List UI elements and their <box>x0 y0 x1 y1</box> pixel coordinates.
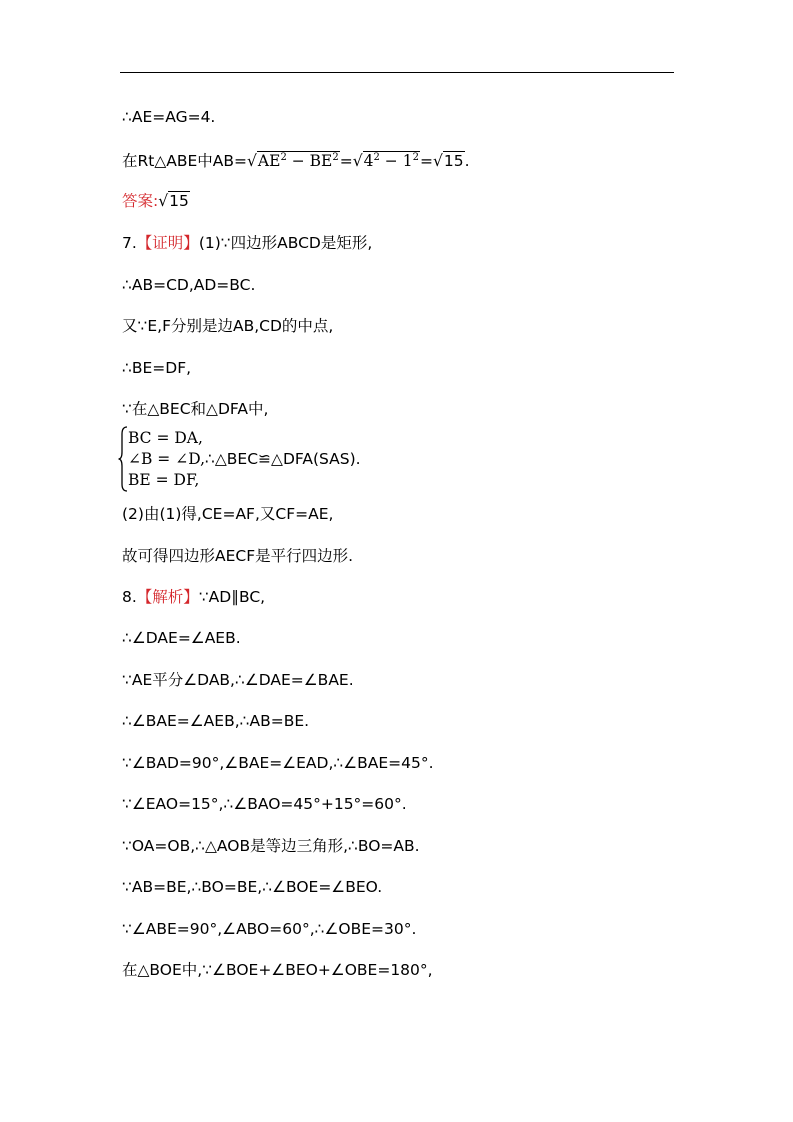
system-row-1: BC = DA, <box>128 429 203 447</box>
line-rt-abe <box>122 151 470 171</box>
exp-d: 2 <box>412 152 419 163</box>
line-ab-cd: ∴AB=CD,AD=BC. <box>122 276 256 294</box>
line-angle-sum: 在△BOE中,∵∠BOE+∠BEO+∠OBE=180°, <box>122 961 433 979</box>
q8-tag: 【解析】 <box>136 588 199 606</box>
system-row-2 <box>128 449 361 469</box>
q8-line <box>122 587 265 607</box>
line-bao-60: ∵∠EAO=15°,∴∠BAO=45°+15°=60°. <box>122 795 407 813</box>
line-ae-ag: ∴AE=AG=4. <box>122 108 216 126</box>
line-boe-beo: ∵AB=BE,∴BO=BE,∴∠BOE=∠BEO. <box>122 878 383 896</box>
equals-2: = <box>419 152 433 170</box>
q7-number: 7. <box>122 234 137 252</box>
line-dae-aeb: ∴∠DAE=∠AEB. <box>122 629 241 647</box>
period: . <box>464 152 470 170</box>
line-triangles: ∵在△BEC和△DFA中, <box>122 400 269 418</box>
radical-1: $√AE^2 - BE^2$ <box>247 152 339 170</box>
system-row-3: BE = DF, <box>128 471 200 489</box>
q8-text: ∵AD∥BC, <box>198 588 266 606</box>
line-parallelogram: 故可得四边形AECF是平行四边形. <box>122 547 354 565</box>
line-equilateral: ∵OA=OB,∴△AOB是等边三角形,∴BO=AB. <box>122 837 420 855</box>
q7-text: (1)∵四边形ABCD是矩形, <box>198 234 373 252</box>
line-bae-45: ∵∠BAD=90°,∠BAE=∠EAD,∴∠BAE=45°. <box>122 754 434 772</box>
radical-3-term: 15 <box>443 152 464 170</box>
exp-a: 2 <box>280 152 287 163</box>
line-be-df: ∴BE=DF, <box>122 359 192 377</box>
system-row-2-conclusion: ∴△BEC≌△DFA(SAS). <box>205 450 361 468</box>
answer-radical-term: 15 <box>169 192 189 210</box>
answer-line <box>122 191 190 211</box>
q7-line <box>122 233 372 253</box>
radical-1-term-a: AE <box>257 152 281 170</box>
header-rule <box>120 72 674 73</box>
exp-c: 2 <box>373 152 380 163</box>
line-bisect: ∵AE平分∠DAB,∴∠DAE=∠BAE. <box>122 671 354 689</box>
radical-1-term-b: − BE <box>286 152 333 170</box>
answer-radical: √15 <box>158 192 189 210</box>
q7-tag: 【证明】 <box>136 234 199 252</box>
exp-b: 2 <box>332 152 339 163</box>
q8-number: 8. <box>122 588 137 606</box>
radical-3: √15 <box>432 152 464 170</box>
answer-label: 答案: <box>122 192 159 210</box>
radical-2: $√4^2 - 1^2$ <box>352 152 419 170</box>
line-part-2: (2)由(1)得,CE=AF,又CF=AE, <box>122 505 334 523</box>
radical-2-term-b: − 1 <box>379 152 413 170</box>
left-brace-icon <box>118 426 128 492</box>
line-midpoints: 又∵E,F分别是边AB,CD的中点, <box>122 317 334 335</box>
system-row-2-eq: ∠B = ∠D, <box>128 450 206 468</box>
line-obe-30: ∵∠ABE=90°,∠ABO=60°,∴∠OBE=30°. <box>122 920 417 938</box>
line-rt-abe-prefix: 在Rt△ABE中AB= <box>122 152 248 170</box>
line-ab-be: ∴∠BAE=∠AEB,∴AB=BE. <box>122 712 310 730</box>
equals-1: = <box>339 152 353 170</box>
radical-2-term-a: 4 <box>363 152 374 170</box>
